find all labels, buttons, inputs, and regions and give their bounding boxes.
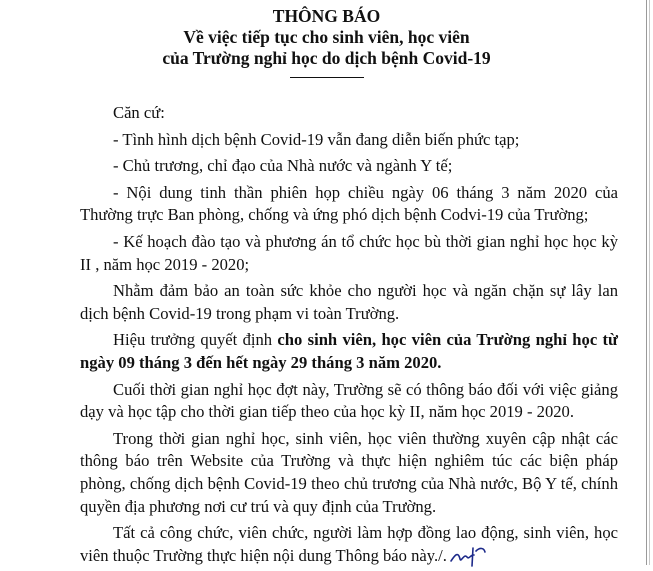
page-edge-line [646,0,647,565]
document-body [80,102,618,571]
paragraph-all-staff-text: Tất cả công chức, viên chức, người làm hợp đồng lao động, sinh viên, học viên thuộc Trường thực hiện nội dung Thông báo này./. [80,523,618,565]
document-title: THÔNG BÁO [272,6,381,26]
decision-emphasis: cho sinh viên, học viên của Trường nghỉ học từ ngày 09 tháng 3 đến hết ngày 29 tháng 3 năm 2020. [80,330,618,372]
basis-heading: Căn cứ: [113,103,165,122]
paragraph-during-break: Trong thời gian nghỉ học, sinh viên, học viên thường xuyên cập nhật các thông báo trên Website của Trường và thực hiện nghiêm túc các biện pháp phòng, chống dịch bệnh Covid-19 theo chủ trương của Nhà nước, Bộ Y tế, chính quyền địa phương nơi cư trú và quy định của Trường. [80,428,618,516]
document-subtitle-line-2: của Trường nghỉ học do dịch bệnh Covid-19 [162,48,491,68]
header-divider [290,77,364,78]
document-subtitle-line-1: Về việc tiếp tục cho sinh viên, học viên [183,27,470,47]
basis-item-1: - Tình hình dịch bệnh Covid-19 vẫn đang diễn biến phức tạp; [113,129,520,149]
basis-item-4: - Kế hoạch đào tạo và phương án tổ chức học bù thời gian nghỉ học học kỳ II , năm học 2019 - 2020; [80,231,618,274]
basis-item-2: - Chủ trương, chỉ đạo của Nhà nước và ngành Y tế; [113,156,453,176]
page-edge-line-outer [649,0,650,565]
paragraph-decision [80,329,618,374]
signature-mark [449,545,487,565]
paragraph-safety: Nhằm đảm bảo an toàn sức khỏe cho người học và ngăn chặn sự lây lan dịch bệnh Covid-19 trong phạm vi toàn Trường. [80,281,618,323]
decision-prefix: Hiệu trưởng quyết định [113,330,278,350]
paragraph-all-staff [80,522,618,567]
paragraph-end-of-break: Cuối thời gian nghỉ học đợt này, Trường sẽ có thông báo đối với việc giảng dạy và học tập cho thời gian tiếp theo của học kỳ II, năm học 2019 - 2020. [80,379,618,422]
document-header [0,6,653,78]
basis-item-3: - Nội dung tinh thần phiên họp chiều ngày 06 tháng 3 năm 2020 của Thường trực Ban phòng, chống và ứng phó dịch bệnh Codvi-19 của Trường; [80,182,618,225]
